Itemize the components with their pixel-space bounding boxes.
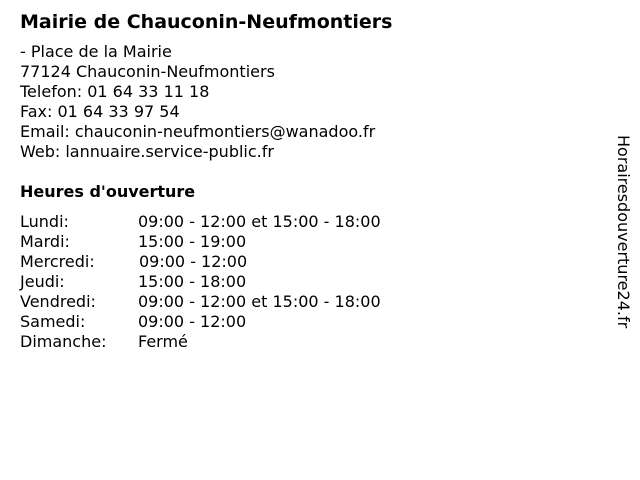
opening-hours-table (20, 212, 600, 352)
hours-time: 09:00 - 12:00 (139, 252, 248, 271)
site-watermark: Horairesdouverture24.fr (614, 135, 633, 329)
hours-day: Jeudi: (20, 272, 65, 291)
hours-day: Lundi: (20, 212, 69, 231)
address-city: 77124 Chauconin-Neufmontiers (20, 62, 275, 81)
hours-row-friday (20, 292, 600, 312)
hours-day: Samedi: (20, 312, 86, 331)
hours-day: Vendredi: (20, 292, 96, 311)
address-street: - Place de la Mairie (20, 42, 172, 61)
fax-number: Fax: 01 64 33 97 54 (20, 102, 180, 121)
website: Web: lannuaire.service-public.fr (20, 142, 274, 161)
hours-row-sunday (20, 332, 600, 352)
hours-day: Mardi: (20, 232, 70, 251)
hours-time: 09:00 - 12:00 (138, 312, 247, 331)
contact-block (20, 42, 600, 162)
business-card (20, 10, 600, 352)
hours-time: 15:00 - 18:00 (138, 272, 247, 291)
hours-row-wednesday (20, 252, 600, 272)
hours-row-monday (20, 212, 600, 232)
hours-time: 09:00 - 12:00 et 15:00 - 18:00 (138, 212, 381, 231)
hours-time: Fermé (138, 332, 188, 351)
hours-time: 15:00 - 19:00 (138, 232, 247, 251)
page-title: Mairie de Chauconin-Neufmontiers (20, 11, 393, 33)
opening-hours-heading: Heures d'ouverture (20, 182, 196, 201)
email-address: Email: chauconin-neufmontiers@wanadoo.fr (20, 122, 376, 141)
hours-day: Dimanche: (20, 332, 107, 351)
hours-row-thursday (20, 272, 600, 292)
hours-time: 09:00 - 12:00 et 15:00 - 18:00 (138, 292, 381, 311)
hours-row-tuesday (20, 232, 600, 252)
hours-day: Mercredi: (20, 252, 95, 271)
hours-row-saturday (20, 312, 600, 332)
phone-number: Telefon: 01 64 33 11 18 (20, 82, 210, 101)
